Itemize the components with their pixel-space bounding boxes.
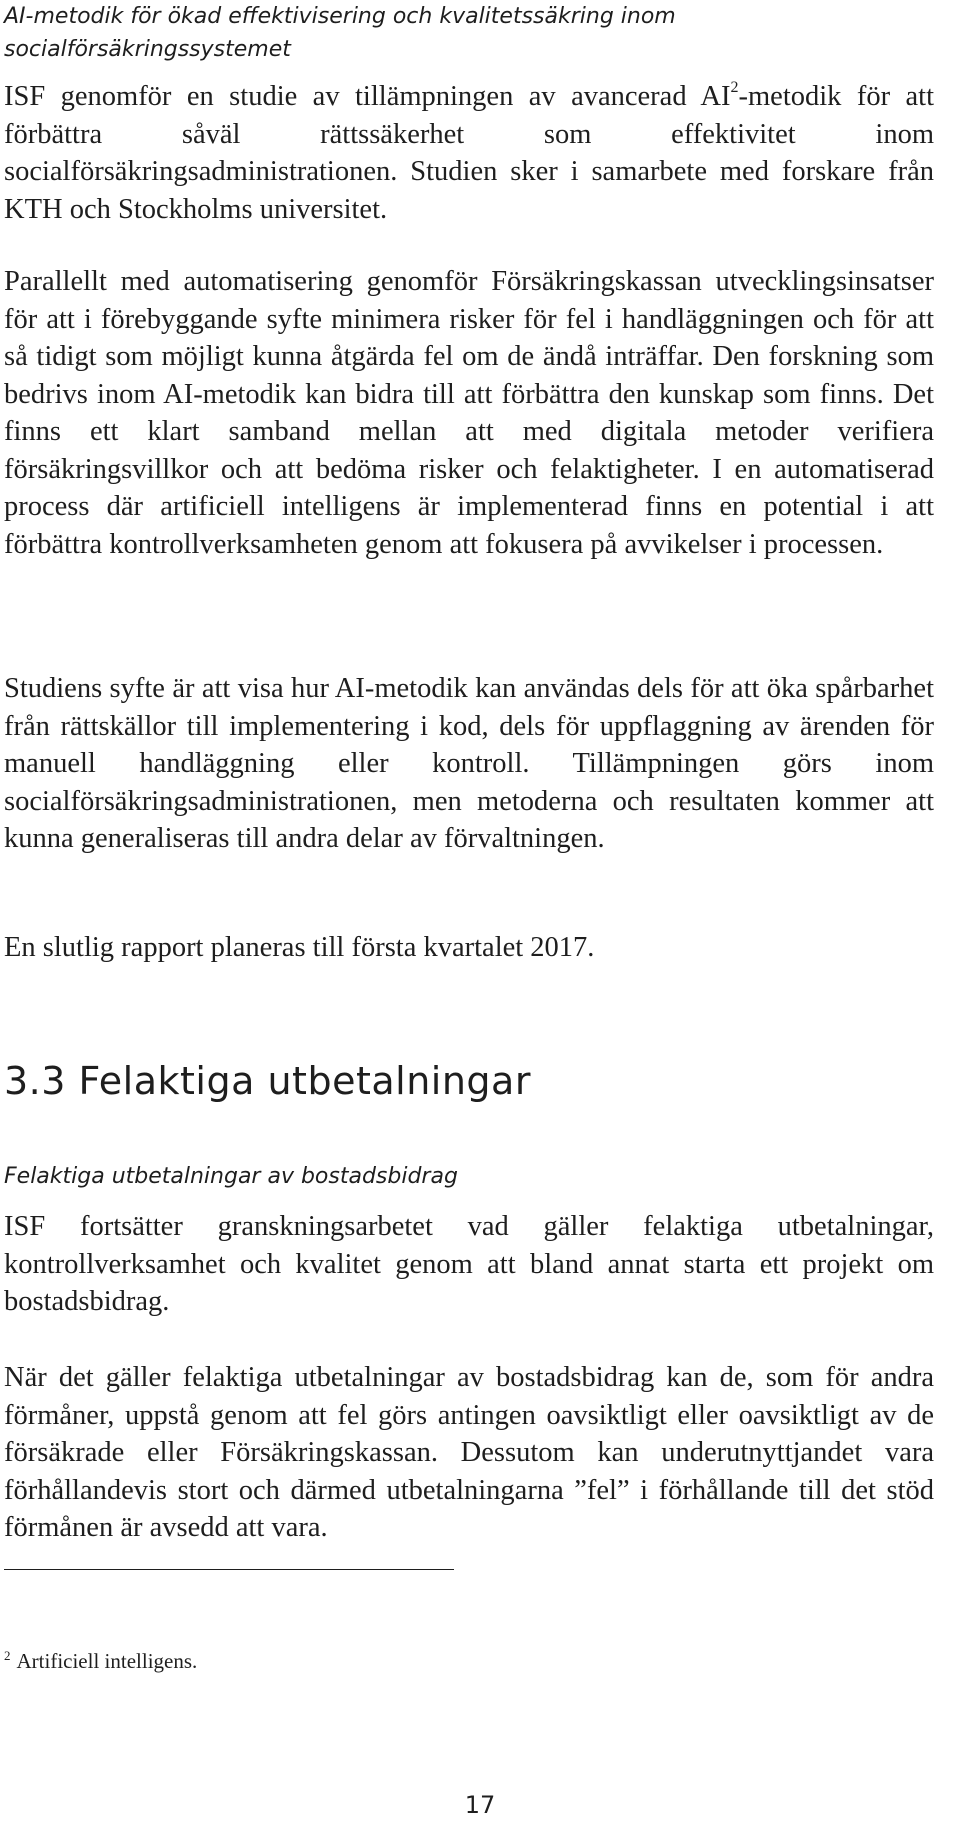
paragraph-isf-continues: ISF fortsätter granskningsarbetet vad gäller felaktiga utbetalningar, kontrollverksamhet och kvalitet genom att bland annat starta ett projekt om bostadsbidrag. [4, 1211, 934, 1317]
section-heading: 3.3 Felaktiga utbetalningar [4, 1059, 531, 1103]
paragraph-ai-study [4, 78, 934, 228]
footnote-reference: 2 [730, 78, 739, 96]
footnote-number: 2 [4, 1648, 11, 1663]
page-number: 17 [464, 1791, 496, 1819]
subsection-heading-line-2: socialförsäkringssystemet [4, 37, 291, 62]
paragraph-final-report: En slutlig rapport planeras till första kvartalet 2017. [4, 932, 595, 963]
footnote-text: Artificiell intelligens. [16, 1649, 198, 1673]
footnote [4, 1647, 197, 1675]
footnote-separator [4, 1569, 454, 1570]
subsection-heading-housing-allowance: Felaktiga utbetalningar av bostadsbidrag [4, 1164, 458, 1189]
subsection-heading-ai-methods [4, 0, 676, 66]
paragraph-text: ISF genomför en studie av tillämpningen av avancerad AI [4, 81, 731, 112]
paragraph-automation: Parallellt med automatisering genomför Försäkringskassan utvecklingsinsatser för att i förebyggande syfte minimera risker för fel i handläggningen och för att så tidigt som möjligt kunna åtgärda fel om de ändå inträffar. Den forskning som bedrivs inom AI-metodik kan bidra till att förbättra den kunskap som finns. Det finns ett klart samband mellan att med digitala metoder verifiera försäkringsvillkor och att bedöma risker och felaktigheter. I en automatiserad process där artificiell intelligens är implementerad finns en potential i att förbättra kontrollverksamheten genom att fokusera på avvikelser i processen. [4, 266, 934, 560]
paragraph-study-purpose: Studiens syfte är att visa hur AI-metodik kan användas dels för att öka spårbarhet från rättskällor till implementering i kod, dels för uppflaggning av ärenden för manuell handläggning eller kontroll. Tillämpningen görs inom socialförsäkringsadministrationen, men metoderna och resultaten kommer att kunna generaliseras till andra delar av förvaltningen. [4, 673, 934, 854]
paragraph-text: -metodik för att förbättra såväl rättssäkerhet som effektivitet inom socialförsäkringsadministrationen. Studien sker i samarbete med forskare från KTH och Stockholms universitet. [4, 81, 934, 225]
subsection-heading-line-1: AI-metodik för ökad effektivisering och kvalitetssäkring inom [4, 4, 676, 29]
paragraph-incorrect-payments: När det gäller felaktiga utbetalningar av bostadsbidrag kan de, som för andra förmåner, uppstå genom att fel görs antingen oavsiktligt eller oavsiktligt av de försäkrade eller Försäkringskassan. Dessutom kan underutnyttjandet vara förhållandevis stort och därmed utbetalningarna ”fel” i förhållande till det stöd förmånen är avsedd att vara. [4, 1362, 934, 1543]
